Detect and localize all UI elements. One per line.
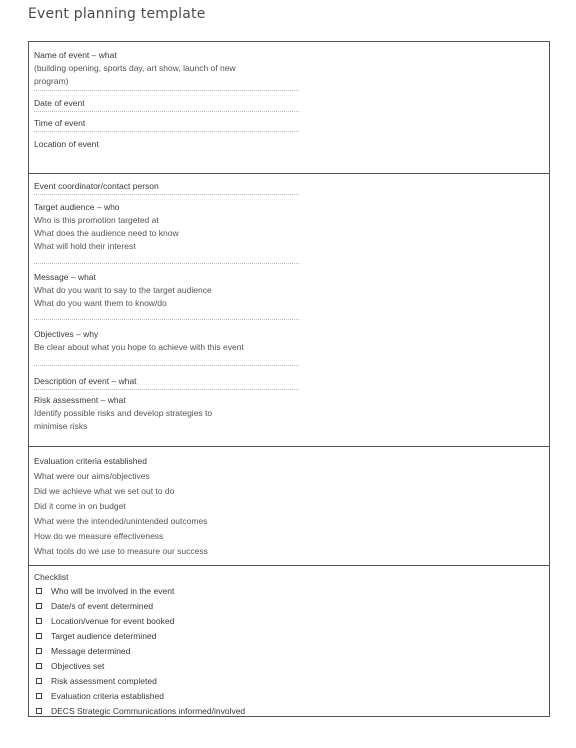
checkbox-icon[interactable] (36, 708, 42, 714)
section-basic-details (29, 42, 549, 174)
field-hint: program) (34, 76, 69, 86)
field-underline (34, 319, 299, 320)
field-label: Time of event (34, 118, 86, 128)
field-event-location[interactable] (34, 138, 294, 151)
checkbox-icon[interactable] (36, 678, 42, 684)
field-label: Description of event – what (34, 376, 137, 386)
checkbox-icon[interactable] (36, 588, 42, 594)
page-title: Event planning template (28, 6, 206, 22)
field-label: Location of event (34, 139, 99, 149)
checklist-item[interactable]: Target audience determined (34, 628, 245, 643)
field-hint: How do we measure effectiveness (34, 531, 164, 541)
field-hint: Be clear about what you hope to achieve with this event (34, 342, 244, 352)
field-underline (34, 90, 299, 91)
field-hint: Did it come in on budget (34, 501, 126, 511)
section-evaluation (29, 447, 549, 566)
checklist-item[interactable]: Objectives set (34, 658, 245, 673)
checkbox-icon[interactable] (36, 633, 42, 639)
field-hint: What do you want them to know/do (34, 298, 167, 308)
field-label: Evaluation criteria established (34, 456, 147, 466)
field-underline (34, 111, 299, 112)
checklist-item[interactable]: Evaluation criteria established (34, 688, 245, 703)
field-underline (34, 131, 299, 132)
checklist (34, 572, 245, 718)
checklist-title: Checklist (34, 572, 69, 582)
field-hint: What were our aims/objectives (34, 471, 150, 481)
checklist-item[interactable]: Location/venue for event booked (34, 613, 245, 628)
field-target-audience[interactable] (34, 201, 294, 253)
field-underline (34, 194, 299, 195)
field-objectives[interactable] (34, 328, 294, 354)
field-hint: What do you want to say to the target audience (34, 285, 212, 295)
field-event-time[interactable] (34, 117, 294, 130)
field-hint: Who is this promotion targeted at (34, 215, 159, 225)
field-hint: Did we achieve what we set out to do (34, 486, 175, 496)
checkbox-icon[interactable] (36, 693, 42, 699)
field-risk-assessment[interactable] (34, 394, 294, 433)
field-hint: Identify possible risks and develop strategies to (34, 408, 213, 418)
checkbox-icon[interactable] (36, 648, 42, 654)
field-label: Date of event (34, 98, 85, 108)
field-coordinator[interactable] (34, 180, 294, 193)
field-label: Event coordinator/contact person (34, 181, 159, 191)
field-hint: What were the intended/unintended outcomes (34, 516, 208, 526)
field-evaluation-criteria[interactable] (34, 454, 294, 559)
checkbox-icon[interactable] (36, 663, 42, 669)
checklist-item[interactable]: DECS Strategic Communications informed/involved (34, 703, 245, 718)
checklist-item[interactable]: Message determined (34, 643, 245, 658)
checklist-item[interactable]: Date/s of event determined (34, 598, 245, 613)
field-hint: (building opening, sports day, art show, launch of new (34, 63, 236, 73)
field-label: Message – what (34, 272, 96, 282)
field-underline (34, 263, 299, 264)
field-event-name[interactable] (34, 49, 294, 88)
field-hint: What tools do we use to measure our success (34, 546, 208, 556)
checkbox-icon[interactable] (36, 603, 42, 609)
field-event-date[interactable] (34, 97, 294, 110)
field-label: Target audience – who (34, 202, 120, 212)
field-hint: What will hold their interest (34, 241, 136, 251)
checkbox-icon[interactable] (36, 618, 42, 624)
checklist-item[interactable]: Risk assessment completed (34, 673, 245, 688)
field-description[interactable] (34, 375, 294, 388)
section-checklist (29, 566, 549, 716)
field-label: Name of event – what (34, 50, 117, 60)
field-label: Risk assessment – what (34, 395, 126, 405)
field-label: Objectives – why (34, 329, 99, 339)
checklist-item[interactable]: Who will be involved in the event (34, 583, 245, 598)
field-message[interactable] (34, 271, 294, 310)
field-hint: minimise risks (34, 421, 88, 431)
field-underline (34, 389, 299, 390)
section-planning (29, 174, 549, 447)
field-hint: What does the audience need to know (34, 228, 179, 238)
event-planning-form (28, 41, 550, 717)
field-underline (34, 365, 299, 366)
